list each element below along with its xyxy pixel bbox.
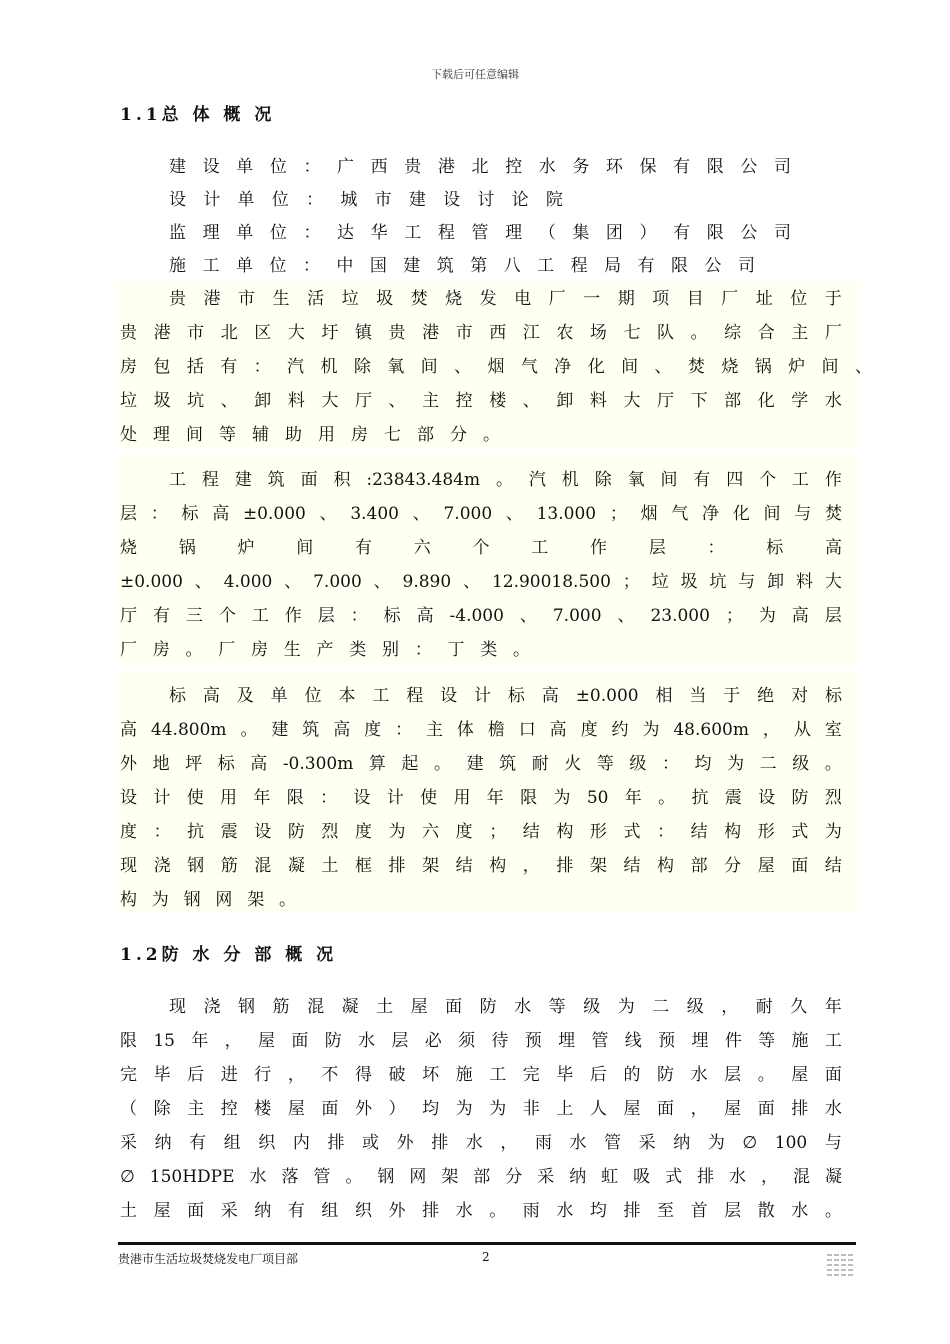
paragraph-line: 采 纳 有 组 织 内 排 或 外 排 水 ， 雨 水 管 采 纳 为 ∅ 100 与: [120, 1133, 842, 1153]
paragraph-line: 工 程 建 筑 面 积 :23843.484m 。 汽 机 除 氧 间 有 四 个 工 作: [169, 470, 842, 490]
info-line: 施 工 单 位 ： 中 国 建 筑 第 八 工 程 局 有 限 公 司: [169, 256, 755, 276]
paragraph-line: 烧 锅 炉 间 有 六 个 工 作 层 ： 标 高: [120, 538, 842, 558]
paragraph-line: 厅 有 三 个 工 作 层 ： 标 高 -4.000 、 7.000 、 23.000 ； 为 高 层: [120, 606, 842, 626]
paragraph-line: 现 浇 钢 筋 混 凝 土 屋 面 防 水 等 级 为 二 级 ， 耐 久 年: [169, 997, 842, 1017]
section-heading-waterproofing: 1.2防 水 分 部 概 况: [120, 945, 338, 965]
paragraph-line: 垃 圾 坑 、 卸 料 大 厅 、 主 控 楼 、 卸 料 大 厅 下 部 化 学 水: [120, 391, 842, 411]
paragraph-line: 现 浇 钢 筋 混 凝 土 框 排 架 结 构 ， 排 架 结 构 部 分 屋 面 结: [120, 856, 842, 876]
info-line: 监 理 单 位 ： 达 华 工 程 管 理 （ 集 团 ） 有 限 公 司: [169, 223, 791, 243]
header-note: 下载后可任意编辑: [431, 68, 519, 81]
logo-icon: [826, 1252, 854, 1280]
paragraph-line: 土 屋 面 采 纳 有 组 织 外 排 水 。 雨 水 均 排 至 首 层 散 水 。: [120, 1201, 842, 1221]
paragraph-line: 层 ： 标 高 ±0.000 、 3.400 、 7.000 、 13.000 ； 烟 气 净 化 间 与 焚: [120, 504, 842, 524]
footer-title: 贵港市生活垃圾焚烧发电厂项目部: [118, 1252, 299, 1266]
paragraph-line: ∅ 150HDPE 水 落 管 。 钢 网 架 部 分 采 纳 虹 吸 式 排 水 ， 混 凝: [120, 1167, 842, 1187]
paragraph-line: 厂 房 。 厂 房 生 产 类 别 ： 丁 类 。: [120, 640, 530, 660]
section-heading-overview: 1.1总 体 概 况: [120, 105, 276, 125]
paragraph-line: ±0.000 、 4.000 、 7.000 、 9.890 、 12.90018.500 ； 垃 圾 坑 与 卸 料 大: [120, 572, 842, 592]
paragraph-line: 构 为 钢 网 架 。: [120, 890, 296, 910]
paragraph-line: 房 包 括 有 ： 汽 机 除 氧 间 、 烟 气 净 化 间 、 焚 烧 锅 炉 间 、: [120, 357, 872, 377]
paragraph-line: （ 除 主 控 楼 屋 面 外 ） 均 为 为 非 上 人 屋 面 ， 屋 面 排 水: [120, 1099, 842, 1119]
info-line: 建 设 单 位 ： 广 西 贵 港 北 控 水 务 环 保 有 限 公 司: [169, 157, 791, 177]
paragraph-line: 外 地 坪 标 高 -0.300m 算 起 。 建 筑 耐 火 等 级 ： 均 为 二 级 。: [120, 754, 842, 774]
paragraph-line: 高 44.800m 。 建 筑 高 度 ： 主 体 檐 口 高 度 约 为 48.600m ， 从 室: [120, 720, 842, 740]
paragraph-line: 贵 港 市 北 区 大 圩 镇 贵 港 市 西 江 农 场 七 队 。 综 合 主 厂: [120, 323, 842, 343]
paragraph-line: 处 理 间 等 辅 助 用 房 七 部 分 。: [120, 425, 500, 445]
page-number: 2: [482, 1250, 490, 1264]
info-line: 设 计 单 位 ： 城 市 建 设 讨 论 院: [169, 190, 563, 210]
paragraph-line: 贵 港 市 生 活 垃 圾 焚 烧 发 电 厂 一 期 项 目 厂 址 位 于: [169, 289, 842, 309]
paragraph-line: 设 计 使 用 年 限 ： 设 计 使 用 年 限 为 50 年 。 抗 震 设 防 烈: [120, 788, 842, 808]
footer-rule: [118, 1242, 856, 1245]
paragraph-line: 限 15 年 ， 屋 面 防 水 层 必 须 待 预 埋 管 线 预 埋 件 等 施 工: [120, 1031, 842, 1051]
paragraph-line: 度 ： 抗 震 设 防 烈 度 为 六 度 ； 结 构 形 式 ： 结 构 形 式 为: [120, 822, 842, 842]
paragraph-line: 标 高 及 单 位 本 工 程 设 计 标 高 ±0.000 相 当 于 绝 对 标: [169, 686, 842, 706]
paragraph-line: 完 毕 后 进 行 ， 不 得 破 坏 施 工 完 毕 后 的 防 水 层 。 屋 面: [120, 1065, 842, 1085]
